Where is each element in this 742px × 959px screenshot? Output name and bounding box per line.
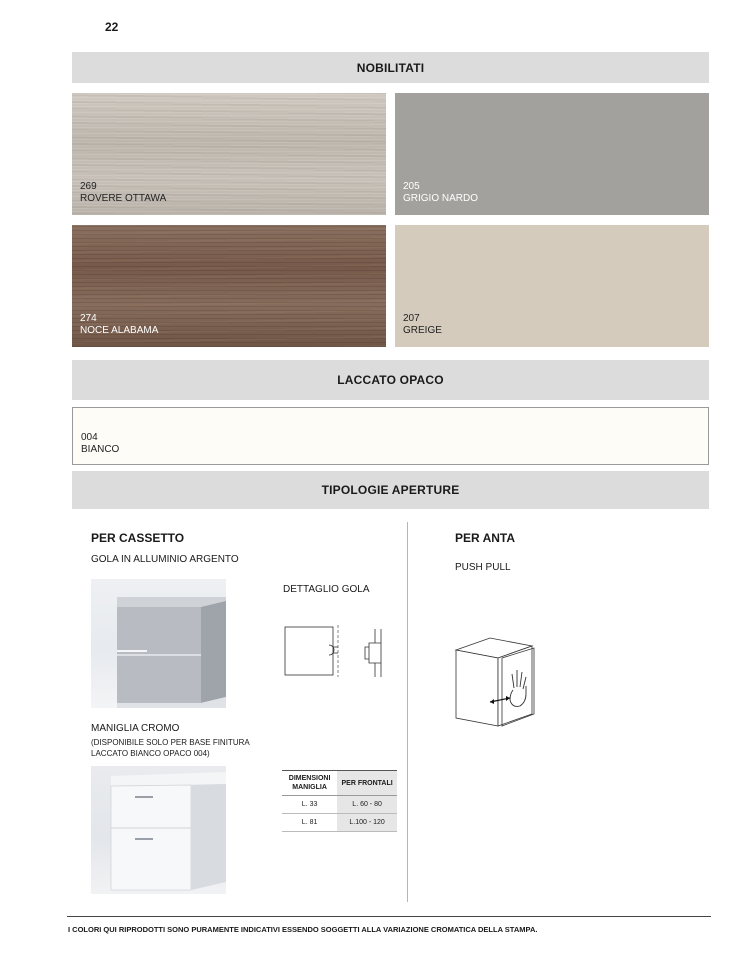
label-dettaglio-gola: DETTAGLIO GOLA [283, 584, 370, 595]
swatch-code: 274 [80, 313, 97, 324]
heading-per-anta: PER ANTA [455, 531, 515, 545]
photo-gola-drawer [91, 579, 226, 708]
section-header-aperture: TIPOLOGIE APERTURE [72, 471, 709, 509]
column-divider [407, 522, 408, 902]
section-header-laccato: LACCATO OPACO [72, 360, 709, 400]
label-gola: GOLA IN ALLUMINIO ARGENTO [91, 554, 239, 565]
maniglia-note-line-1: (DISPONIBILE SOLO PER BASE FINITURA [91, 738, 250, 747]
footer-rule [67, 916, 711, 917]
swatch-bianco [72, 407, 709, 465]
swatch-code: 269 [80, 181, 97, 192]
swatch-name: ROVERE OTTAWA [80, 193, 167, 204]
swatch-code: 004 [81, 432, 98, 443]
swatch-noce-alabama [72, 225, 386, 347]
swatch-grigio-nardo [395, 93, 709, 215]
swatch-name: GREIGE [403, 325, 442, 336]
maniglia-note-line-2: LACCATO BIANCO OPACO 004) [91, 749, 210, 758]
footnote: I COLORI QUI RIPRODOTTI SONO PURAMENTE INDICATIVI ESSENDO SOGGETTI ALLA VARIAZIONE CROMATICA DELLA STAMPA. [68, 925, 538, 934]
table-cell: L.100 - 120 [337, 814, 397, 832]
table-cell: L. 60 - 80 [337, 796, 397, 814]
table-header-dimensioni: DIMENSIONI MANIGLIA [282, 771, 337, 796]
table-cell: L. 81 [282, 814, 337, 832]
table-header-frontali: PER FRONTALI [337, 771, 397, 796]
page-number: 22 [105, 20, 119, 34]
swatch-code: 205 [403, 181, 420, 192]
drawer-unit-gray-icon [91, 579, 226, 708]
table-row [282, 796, 397, 814]
drawer-unit-white-icon [91, 766, 226, 894]
label-maniglia-cromo: MANIGLIA CROMO [91, 723, 180, 734]
push-pull-door-icon [450, 630, 540, 730]
table-row [282, 814, 397, 832]
swatch-name: BIANCO [81, 444, 120, 455]
swatch-code: 207 [403, 313, 420, 324]
section-header-nobilitati: NOBILITATI [72, 52, 709, 83]
swatch-greige [395, 225, 709, 347]
swatch-name: NOCE ALABAMA [80, 325, 159, 336]
label-push-pull: PUSH PULL [455, 562, 511, 573]
swatch-name: GRIGIO NARDO [403, 193, 479, 204]
swatch-rovere-ottawa [72, 93, 386, 215]
dimensions-table [282, 770, 397, 832]
gola-profile-detail-icon [283, 625, 393, 680]
photo-maniglia-drawer [91, 766, 226, 894]
table-cell: L. 33 [282, 796, 337, 814]
table-header-row [282, 771, 397, 796]
heading-per-cassetto: PER CASSETTO [91, 531, 185, 545]
